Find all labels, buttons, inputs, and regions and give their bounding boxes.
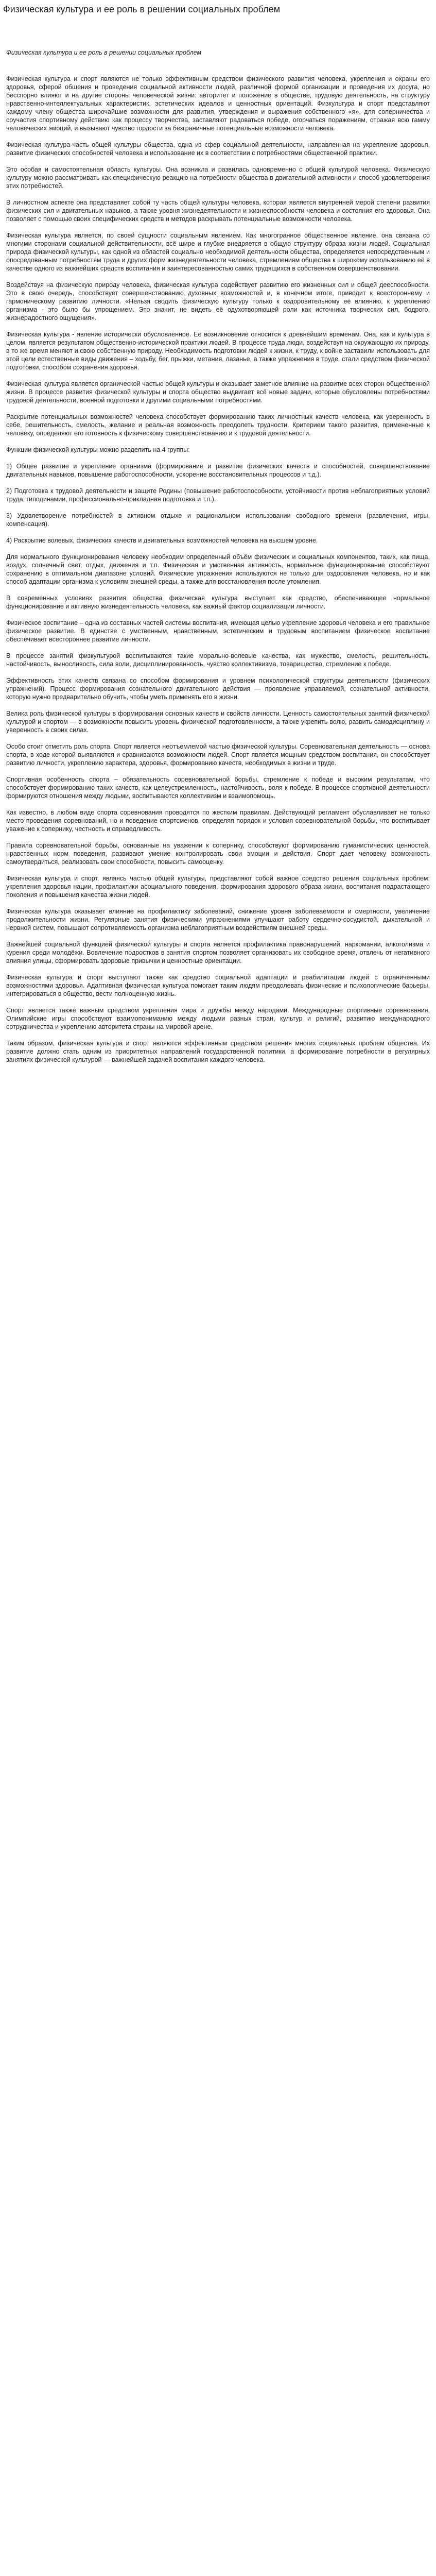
article-paragraph: Физическая культура и спорт, являясь частью общей культуры, представляют собой важное средство решения социальных проблем: укрепления здоровья нации, профилактики асоциального поведения, формирования здорового образа жизни, воспитания подрастающего поколения и повышения качества жизни людей. xyxy=(6,875,430,899)
article-paragraph: Функции физической культуры можно разделить на 4 группы: xyxy=(6,446,190,453)
article-paragraph: Это особая и самостоятельная область культуры. Она возникла и развилась одновременно с общей культурой человека. Физическую культуру можно рассматривать как специфическую реакцию на потребности общества в двигательной активности и способ удовлетворения этих потребностей. xyxy=(6,166,430,190)
article-paragraph: Для нормального функционирования человеку необходим определенный объём физических и социальных компонентов, таких, как пища, воздух, солнечный свет, отдых, движения и т.п. Физическая и умственная активность, нормальное функционирование способствуют сохранению в оптимальном диапазоне условий. Физические упражнения используются не только для оздоровления человека, но и как способ адаптации организма к условиям внешней среды, а также для восстановления после утомления. xyxy=(6,553,430,585)
article-paragraph: Физическая культура является органической частью общей культуры и оказывает заметное влияние на развитие всех сторон общественной жизни. В процессе развития физической культуры и спорта общество выдвигает всё новые задачи, которые обусловлены потребностями трудовой деятельности, военной подготовки и другими социальными потребностями. xyxy=(6,380,430,404)
article-paragraph: В личностном аспекте она представляет собой ту часть общей культуры человека, которая является внутренней мерой степени развития физических сил и двигательных навыков, а также уровня жизнедеятельности и жизнеспособности человека и состояния его здоровья. Она позволяет с помощью своих специфических средств и методов раскрывать потенциальные возможности человека. xyxy=(6,199,430,223)
article-paragraph: Таким образом, физическая культура и спорт являются эффективным средством решения многих социальных проблем общества. Их развитие должно стать одним из приоритетных направлений государственной политики, а формирование потребности в регулярных занятиях физической культурой — важнейшей задачей воспитания каждого человека. xyxy=(6,1040,430,1063)
article-paragraph: Физическая культура - явление исторически обусловленное. Её возникновение относится к древнейшим временам. Она, как и культура в целом, является результатом общественно-исторической практики людей. В процессе труда люди, воздействуя на окружающую их природу, в то же время меняют и свою собственную природу. Необходимость подготовки людей к жизни, к труду, к войне заставили использовать для этой цели естественные виды движения – ходьбу, бег, прыжки, метания, лазанье, а также упражнения в труде, стали средством физической подготовки, способом сохранения здоровья. xyxy=(6,331,430,371)
article xyxy=(3,18,433,1093)
article-paragraph: 3) Удовлетворение потребностей в активном отдыхе и рациональном использовании свободного времени (развлечения, игры, компенсация). xyxy=(6,512,430,528)
header-bar xyxy=(0,0,436,18)
article-subtitle: Физическая культура и ее роль в решении социальных проблем xyxy=(6,49,202,56)
article-paragraph: Спортивная особенность спорта – обязательность соревновательной борьбы, стремление к победе и высоким результатам, что способствует формированию таких качеств, как целеустремленность, настойчивость, воля к победе. В процессе спортивной деятельности формируются отношения между людьми, воспитываются коллективизм и взаимопомощь. xyxy=(6,776,430,800)
article-paragraph: Эффективность этих качеств связана со способом формирования и уровнем психологической структуры деятельности (физических упражнений). Процесс формирования сознательного двигательного действия — проявление управляемой, сознательной активности, которую нужно предварительно обучить, чтобы уметь применять его в жизни. xyxy=(6,677,430,701)
page-title: Физическая культура и ее роль в решении социальных проблем xyxy=(3,4,281,14)
article-paragraph: Особо стоит отметить роль спорта. Спорт является неотъемлемой частью физической культуры. Соревновательная деятельность — основа спорта, в ходе которой выявляются и сравниваются возможности людей. Спорт является мощным средством воспитания, он способствует развитию личности, укреплению характера, здоровья, формированию качеств, необходимых в жизни и труде. xyxy=(6,743,430,767)
article-paragraph: В современных условиях развития общества физическая культура выступает как средство, обеспечивающее нормальное функционирование и активную жизнедеятельность человека, как важный фактор социализации личности. xyxy=(6,595,430,610)
page xyxy=(0,0,436,1093)
article-paragraph: Велика роль физической культуры в формировании основных качеств и свойств личности. Ценность самостоятельных занятий физической культурой и спортом — в возможности повысить уровень физической подготовленности, а также укрепить волю, развить самодисциплину и уверенность в своих силах. xyxy=(6,710,430,734)
article-paragraph: Важнейшей социальной функцией физической культуры и спорта является профилактика правонарушений, наркомании, алкоголизма и курения среди молодёжи. Вовлечение подростков в занятия спортом позволяет организовать их свободное время, отвлечь от негативного влияния улицы, сформировать здоровые привычки и ценностные ориентации. xyxy=(6,941,430,964)
article-paragraph: Как известно, в любом виде спорта соревнования проводятся по жестким правилам. Действующий регламент обуславливает не только место проведения соревнований, но и поведение спортсменов, определяя порядок и условия соревновательной борьбы, что воспитывает уважение к сопернику, честность и справедливость. xyxy=(6,809,430,833)
article-paragraph: Физическая культура и спорт выступают также как средство социальной адаптации и реабилитации людей с ограниченными возможностями здоровья. Адаптивная физическая культура помогает таким людям преодолевать физические и психологические барьеры, интегрироваться в общество, вести полноценную жизнь. xyxy=(6,974,430,997)
article-paragraph: Физическая культура является, по своей сущности социальным явлением. Как многогранное общественное явление, она связана со многими сторонами социальной действительности, всё шире и глубже внедряется в общую структуру образа жизни людей. Социальная природа физической культуры, как одной из областей социально необходимой деятельности общества, определяется непосредственным и опосредованным потребностям труда и других форм жизнедеятельности человека, стремлениям общества к широкому использованию её в качестве одного из важнейших средств воспитания и заинтересованностью самих трудящихся в собственном совершенствовании. xyxy=(6,232,430,272)
article-paragraph: Воздействуя на физическую природу человека, физическая культура содействует развитию его жизненных сил и общей дееспособности. Это в свою очередь, способствует совершенствованию духовных возможностей и, в конечном итоге, приводит к всестороннему и гармоническому развитию личности. «Нельзя сводить физическую культуру только к оздоровительному её влиянию, к укреплению организма - это было бы упрощением. Это значит, не видеть её одухотворяющей роли как источника творческих сил, бодрого, жизнерадостного ощущения». xyxy=(6,281,430,321)
article-paragraph: В процессе занятий физкультурой воспитываются такие морально-волевые качества, как мужество, смелость, решительность, настойчивость, выносливость, сила воли, дисциплинированность, чувство коллективизма, товарищество, стремление к победе. xyxy=(6,652,430,668)
article-paragraph: 2) Подготовка к трудовой деятельности и защите Родины (повышение работоспособности, устойчивости против неблагоприятных условий труда, гиподинамии, профессионально-прикладная подготовка и т.п.). xyxy=(6,487,430,503)
article-body xyxy=(6,75,430,1064)
article-paragraph: Физическая культура-часть общей культуры общества, одна из сфер социальной деятельности, направленная на укрепление здоровья, развитие физических способностей человека и использование их в соответствии с потребностями общественной практики. xyxy=(6,141,430,157)
article-paragraph: Физическая культура оказывает влияние на профилактику заболеваний, снижение уровня заболеваемости и смертности, увеличение продолжительности жизни. Регулярные занятия физическими упражнениями улучшают работу сердечно-сосудистой, дыхательной и нервной систем, повышают сопротивляемость организма неблагоприятным воздействиям внешней среды. xyxy=(6,908,430,931)
article-paragraph: Раскрытие потенциальных возможностей человека способствует формированию таких личностных качеств человека, как уверенность в себе, решительность, смелость, желание и реальная возможность преодолеть трудности. Критерием такого развития, примененные к человеку, определяют его готовность к физическому совершенствованию и к трудовой деятельности. xyxy=(6,413,430,437)
article-paragraph: Физическое воспитание – одна из составных частей системы воспитания, имеющая целью укрепление здоровья человека и его правильное физическое развитие. В единстве с умственным, нравственным, эстетическим и трудовым воспитанием физическое воспитание обеспечивает всестороннее развитие личности. xyxy=(6,619,430,643)
article-paragraph: Физическая культура и спорт являются не только эффективным средством физического развития человека, укрепления и охраны его здоровья, сферой общения и проведения социальной активности людей, различной формой организации и проведения их досуга, но бесспорно влияют и на другие стороны человеческой жизни: авторитет и положение в обществе, трудовую деятельность, на структуру нравственно-интеллектуальных характеристик, эстетических идеалов и ценностных ориентаций. Физкультура и спорт представляют каждому члену общества широчайшие возможности для развития, утверждения и выражения собственного «я», для соперничества и соучастия спортивному действию как процессу творчества, заставляют радоваться победе, огорчаться поражениям, отражая всю гамму человеческих эмоций, и вызывают чувство гордости за безграничные потенциальные возможности человека. xyxy=(6,75,430,132)
article-paragraph: Правила соревновательной борьбы, основанные на уважении к сопернику, способствуют формированию гуманистических ценностей, нравственных норм поведения, развивают умение контролировать свои эмоции и действия. Спорт дает человеку возможность самоутвердиться, реализовать свои способности, повысить самооценку. xyxy=(6,842,430,866)
article-paragraph: 1) Общее развитие и укрепление организма (формирование и развитие физических качеств и способностей, совершенствование двигательных навыков, повышение работоспособности, ускорение восстановительных процессов и т.д.). xyxy=(6,463,430,478)
article-paragraph: 4) Раскрытие волевых, физических качеств и двигательных возможностей человека на высшем уровне. xyxy=(6,537,318,544)
article-paragraph: Спорт является также важным средством укрепления мира и дружбы между народами. Международные спортивные соревнования, Олимпийские игры способствуют взаимопониманию между людьми разных стран, культур и религий, развитию международного сотрудничества и укреплению авторитета страны на мировой арене. xyxy=(6,1007,430,1030)
